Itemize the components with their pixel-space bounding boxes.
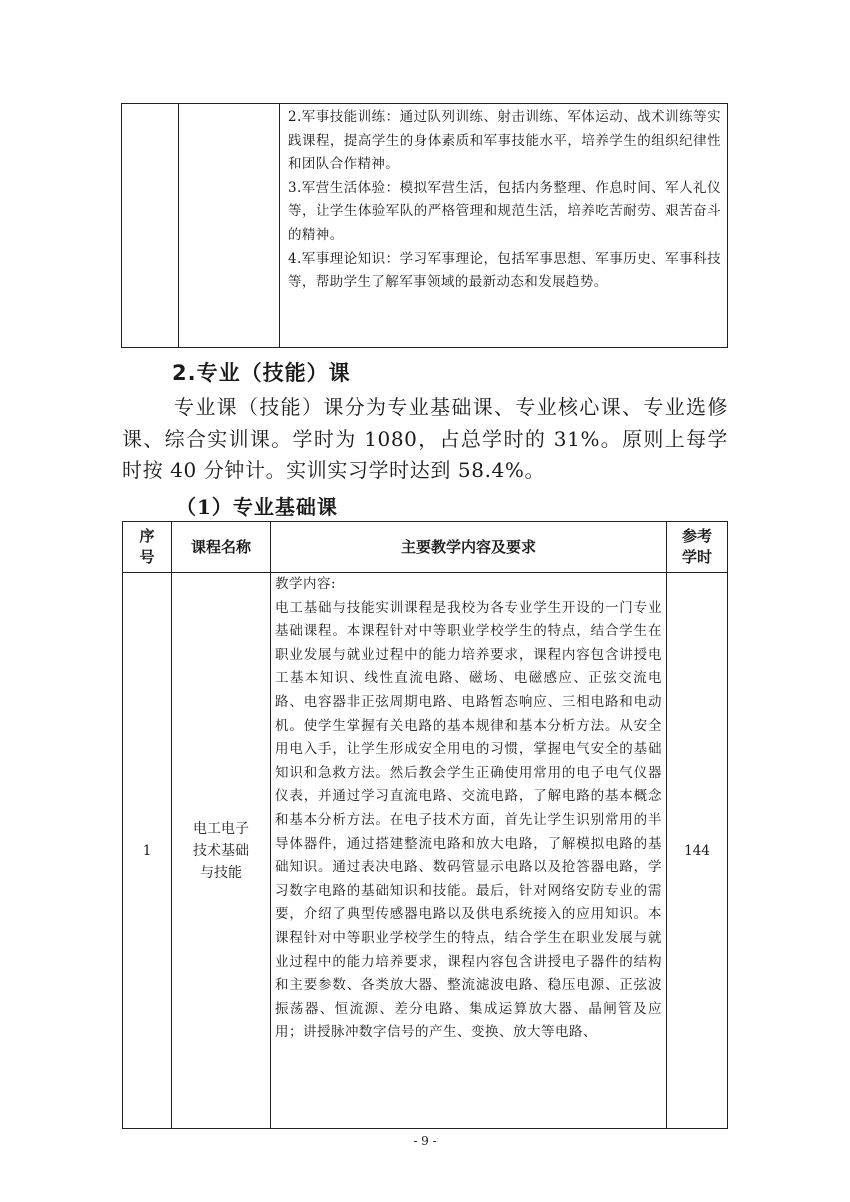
header-content: 主要教学内容及要求 <box>271 522 667 573</box>
page-number: - 9 - <box>413 1134 437 1148</box>
sub-heading: （1）专业基础课 <box>176 495 338 519</box>
content-item-barracks-life: 3.军营生活体验：模拟军营生活，包括内务整理、作息时间、军人礼仪等，让学生体验军队的严格管理和规范生活，培养吃苦耐劳、艰苦奋斗的精神。 <box>288 179 721 243</box>
row-number: 1 <box>123 573 172 1129</box>
row-course-name: 电工电子技术基础与技能 <box>172 573 271 1129</box>
content-text: 电工基础与技能实训课程是我校为各专业学生开设的一门专业基础课程。本课程针对中等职业学校学生的特点，结合学生在职业发展与就业过程中的能力培养要求，课程内容包含讲授电工基本知识、线性直流电路、磁场、电磁感应、正弦交流电路、电容器非正弦周期电路、电路暂态响应、三相电路和电动机。使学生掌握有关电路的基本规律和基本分析方法。从安全用电入手，让学生形成安全用电的习惯，掌握电气安全的基础知识和急救方法。然后教会学生正确使用常用的电子电气仪器仪表，并通过学习直流电路、交流电路，了解电路的基本概念和基本分析方法。在电子技术方面，首先让学生识别常用的半导体器件，通过搭建整流电路和放大电路，了解模拟电路的基础知识。通过表决电路、数码管显示电路以及抢答器电路，学习数字电路的基础知识和技能。最后，针对网络安防专业的需要，介绍了典型传感器电路以及供电系统接入的应用知识。本课程针对中等职业学校学生的特点，结合学生在职业发展与就业过程中的能力培养要求，课程内容包含讲授电子器件的结构和主要参数、各类放大器、整流滤波电路、稳压电源、正弦波振荡器、恒流源、差分电路、集成运算放大器、晶闸管及应用；讲授脉冲数字信号的产生、变换、放大等电路、 <box>275 599 662 1041</box>
header-number: 序号 <box>123 522 172 573</box>
top-table-cell-number <box>122 104 179 348</box>
table-header-row <box>123 522 728 573</box>
top-table-cell-content <box>280 104 728 348</box>
section-heading: 2.专业（技能）课 <box>172 361 351 385</box>
content-label: 教学内容: <box>275 576 337 592</box>
content-item-military-skills: 2.军事技能训练：通过队列训练、射击训练、军体运动、战术训练等实践课程，提高学生的身体素质和军事技能水平，培养学生的组织纪律性和团队合作精神。 <box>288 109 721 173</box>
header-course-name: 课程名称 <box>172 522 271 573</box>
row-content <box>271 573 667 1129</box>
header-hours: 参考学时 <box>667 522 728 573</box>
section-paragraph: 专业课（技能）课分为专业基础课、专业核心课、专业选修课、综合实训课。学时为 1080，占总学时的 31%。原则上每学时按 40 分钟计。实训实习学时达到 58.4%。 <box>122 395 728 482</box>
table-row <box>123 573 728 1129</box>
top-table-cell-name <box>179 104 280 348</box>
row-hours: 144 <box>667 573 728 1129</box>
course-table <box>122 521 728 1129</box>
content-item-military-theory: 4.军事理论知识：学习军事理论，包括军事思想、军事历史、军事科技等，帮助学生了解军事领域的最新动态和发展趋势。 <box>288 250 721 291</box>
top-continuation-table <box>121 103 728 348</box>
